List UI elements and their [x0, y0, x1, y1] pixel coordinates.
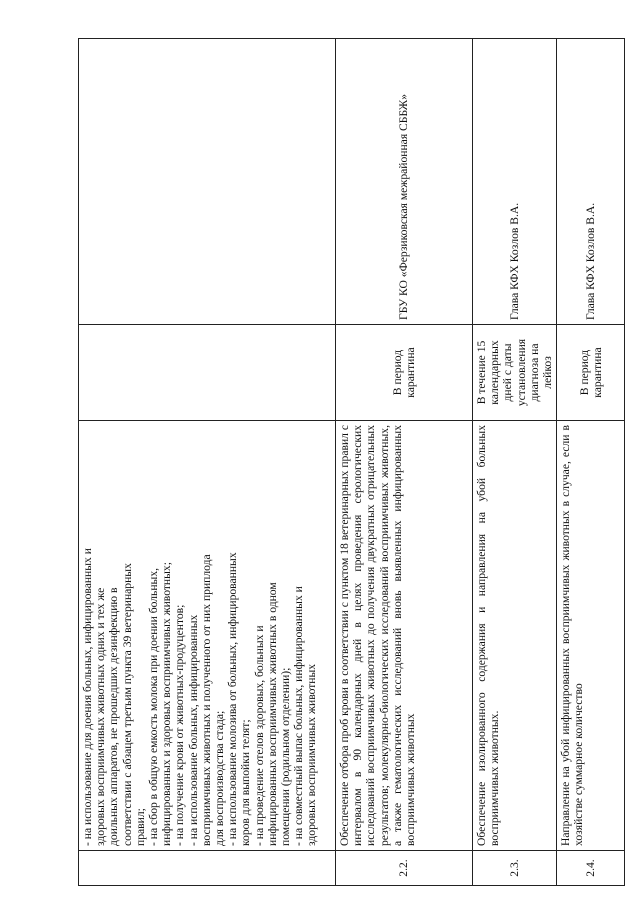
text-line: - на совместный выпас больных, инфицированных и	[292, 586, 306, 846]
text-line: - на проведение отелов здоровых, больных и	[252, 625, 266, 846]
text-line: - на сбор в общую емкость молока при доении больных,	[147, 567, 161, 846]
table-row	[557, 39, 625, 886]
measure-text: Направление на убой инфицированных восприимчивых животных в случае, если в хозяйстве суммарное количество	[557, 421, 625, 851]
responsible-cell: Глава КФХ Козлов В.А.	[557, 39, 625, 325]
text-line: коров для выпойки телят;	[239, 719, 253, 846]
text-line: - на использование молозива от больных, инфицированных	[226, 552, 240, 846]
responsible-cell: ГБУ КО «Ферзиковская межрайонная СББЖ»	[336, 39, 473, 325]
rotated-page	[78, 39, 614, 886]
text-line: здоровых восприимчивых животных	[305, 663, 319, 846]
row-number: 2.4.	[557, 851, 625, 886]
measure-text: Обеспечение отбора проб крови в соответствии с пунктом 18 ветеринарных правил с интервалом в 90 календарных дней в целях проведения серологических исследований восприимчивых животных до получения двукратных отрицательных результатов; молекулярно-биологических исследований восприимчивых животных, а также гематологических исследований вновь выявленных инфицированных восприимчивых животных	[336, 421, 473, 851]
table-row	[473, 39, 557, 886]
period-cell: В период карантина	[336, 325, 473, 421]
measure-text: Обеспечение изолированного содержания и направления на убой больных восприимчивых животных.	[473, 421, 557, 851]
text-line: соответствии с абзацем третьим пункта 39 ветеринарных	[120, 563, 134, 846]
text-line: инфицированных и здоровых восприимчивых животных;	[160, 562, 174, 846]
text-line: для воспроизводства стада;	[213, 710, 227, 846]
responsible-cell	[79, 39, 336, 325]
period-cell: В течение 15 календарных дней с даты установления диагноза на лейкоз	[473, 325, 557, 421]
responsible-cell: Глава КФХ Козлов В.А.	[473, 39, 557, 325]
period-cell: В период карантина	[557, 325, 625, 421]
text-line: доильных аппаратов, не прошедших дезинфекцию в	[107, 587, 121, 846]
text-line: инфицированных восприимчивых животных в одном	[265, 582, 279, 846]
row-number	[79, 851, 336, 886]
measure-text	[79, 421, 336, 851]
text-line: правил;	[133, 808, 147, 846]
text-line: помещении (родильном отделении);	[279, 667, 293, 846]
table-row	[79, 39, 336, 886]
period-cell	[79, 325, 336, 421]
text-line: - на получение крови от животных-продуцентов;	[173, 604, 187, 846]
row-number: 2.2.	[336, 851, 473, 886]
table-row	[336, 39, 473, 886]
text-line: - на использование для доения больных, инфицированных и	[81, 548, 94, 846]
text-line: здоровых восприимчивых животных одних и тех же	[94, 587, 108, 846]
row-number: 2.3.	[473, 851, 557, 886]
text-line: восприимчивых животных и полученного от них приплода	[199, 554, 213, 846]
measures-table	[78, 38, 625, 886]
text-line: - на использование больных, инфицированных	[186, 614, 200, 846]
